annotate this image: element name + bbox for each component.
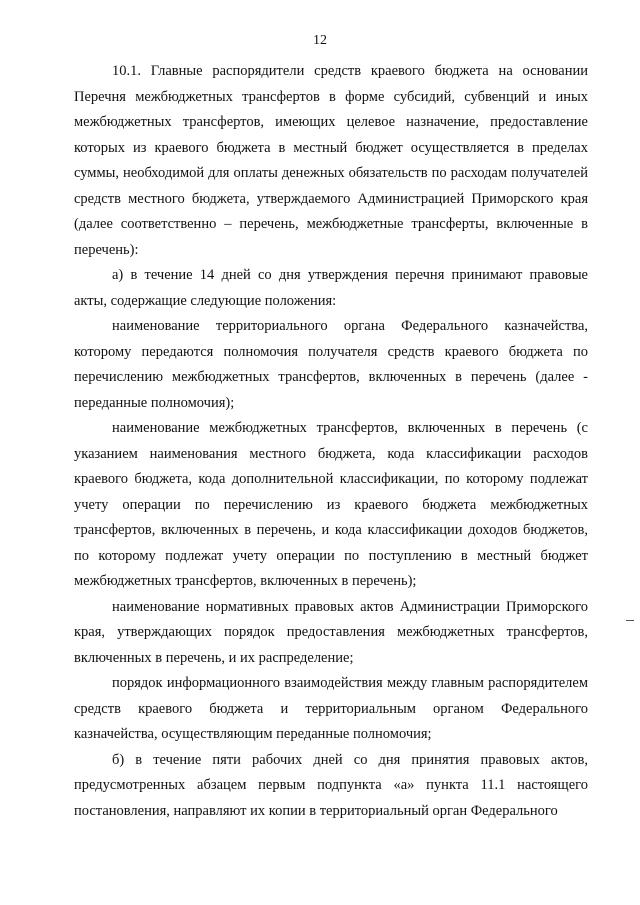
margin-mark (626, 620, 634, 621)
document-body (74, 59, 588, 824)
paragraph-b: б) в течение пяти рабочих дней со дня принятия правовых актов, предусмотренных абзацем первым подпункта «а» пункта 11.1 настоящего постановления, направляют их копии в территориальный орган Федерального (74, 751, 588, 819)
paragraph-treasury-body-name: наименование территориального органа Федерального казначейства, которому передаются полномочия получателя средств краевого бюджета по перечислению межбюджетных трансфертов, включенных в перечень (далее - переданные полномочия); (74, 318, 588, 411)
paragraph-interaction-procedure: порядок информационного взаимодействия между главным распорядителем средств краевого бюджета и территориальным органом Федерального казначейства, осуществляющим переданные полномочия; (74, 675, 588, 742)
page-number: 12 (313, 33, 327, 48)
paragraph-a: а) в течение 14 дней со дня утверждения перечня принимают правовые акты, содержащие следующие положения: (74, 267, 588, 309)
paragraph-legal-acts-name: наименование нормативных правовых актов Администрации Приморского края, утверждающих порядок предоставления межбюджетных трансфертов, включенных в перечень, и их распределение; (74, 598, 588, 666)
paragraph-transfers-name: наименование межбюджетных трансфертов, включенных в перечень (с указанием наименования местного бюджета, кода классификации расходов краевого бюджета, кода дополнительной классификации, по которому подлежат учету операции по перечислению из краевого бюджета межбюджетных трансфертов, включенных в перечень, и кода классификации доходов бюджетов, по которому подлежат учету операции по поступлению в местный бюджет межбюджетных трансфертов, включенных в перечень); (74, 420, 588, 589)
paragraph-10-1: 10.1. Главные распорядители средств краевого бюджета на основании Перечня межбюджетных трансфертов в форме субсидий, субвенций и иных межбюджетных трансфертов, имеющих целевое назначение, предоставление которых из краевого бюджета в местный бюджет осуществляется в пределах суммы, необходимой для оплаты денежных обязательств по расходам получателей средств местного бюджета, утверждаемого Администрацией Приморского края (далее соответственно – перечень, межбюджетные трансферты, включенные в перечень): (74, 63, 588, 258)
